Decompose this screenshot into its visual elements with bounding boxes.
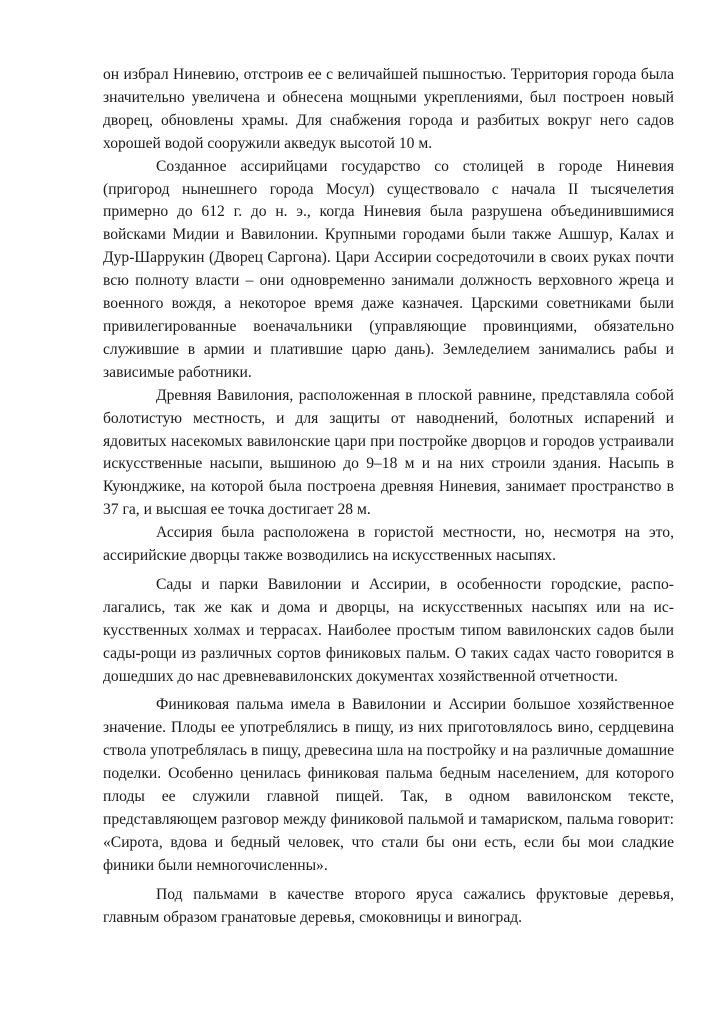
paragraph-1: он избрал Ниневию, отстроив ее с величайшей пышностью. Территория города была значительно увеличена и обнесена мощными укреплениями, был построен новый дворец, обновлены храмы. Для снабжения города и разбитых вокруг него садов хорошей водой сооружили акведук высотой 10 м. bbox=[103, 66, 674, 152]
paragraph-5: Сады и парки Вавилонии и Ассирии, в особенности городские, располагались, так же как и дома и дворцы, на искусственных насыпях или на искусственных холмах и террасах. Наиболее простым типом вавилонских садов были сады-рощи из различных сортов финиковых пальм. О таких садах часто говорится в дошедших до нас древневавилонских документах хозяйственной отчетности. bbox=[103, 575, 674, 685]
paragraph-2: Созданное ассирийцами государство со столицей в городе Ниневия (пригород нынешнего города Мосул) существовало с начала II тысячелетия примерно до 612 г. до н. э., когда Ниневия была разрушена объединившимися войсками Мидии и Вавилонии. Крупными городами были также Ашшур, Калах и Дур-Шаррукин (Дворец Саргона). Цари Ассирии сосредоточили в своих руках почти всю полноту власти – они одновременно занимали должность верховного жреца и военного вождя, а некоторое время даже казначея. Царскими советниками были привилегированные военачальники (управляющие провинциями, обязательно служившие в армии и платившие царю дань). Земледелием занимались рабы и зависимые работники. bbox=[103, 157, 674, 381]
paragraph-7: Под пальмами в качестве второго яруса сажались фруктовые деревья, главным образом гранатовые деревья, смоковницы и виноград. bbox=[103, 885, 674, 926]
paragraph-6: Финиковая пальма имела в Вавилонии и Ассирии большое хозяйственное значение. Плоды ее употреблялись в пищу, из них приготовлялось вино, сердцевина ствола употреблялась в пищу, древесина шла на постройку и на различные домашние поделки. Особенно ценилась финиковая пальма бедным населением, для которого плоды ее служили главной пищей. Так, в одном вавилонском тексте, представляющем разговор между финиковой пальмой и тамариском, пальма говорит: «Сирота, вдова и бедный человек, что стали бы они есть, если бы мои сладкие финики были немногочисленны». bbox=[103, 696, 674, 874]
paragraph-4: Ассирия была расположена в гористой местности, но, несмотря на это, ассирийские дворцы также возводились на искусственных насыпях. bbox=[103, 524, 674, 565]
paragraph-3: Древняя Вавилония, расположенная в плоской равнине, представляла собой болотистую местность, и для защиты от наводнений, болотных испарений и ядовитых насекомых вавилонские цари при постройке дворцов и городов устраивали искусственные насыпи, вышиною до 9–18 м и на них строили здания. Насыпь в Куюнджике, на которой была построена древняя Ниневия, занимает пространство в 37 га, и высшая ее точка достигает 28 м. bbox=[103, 386, 674, 519]
document-page bbox=[103, 64, 674, 930]
